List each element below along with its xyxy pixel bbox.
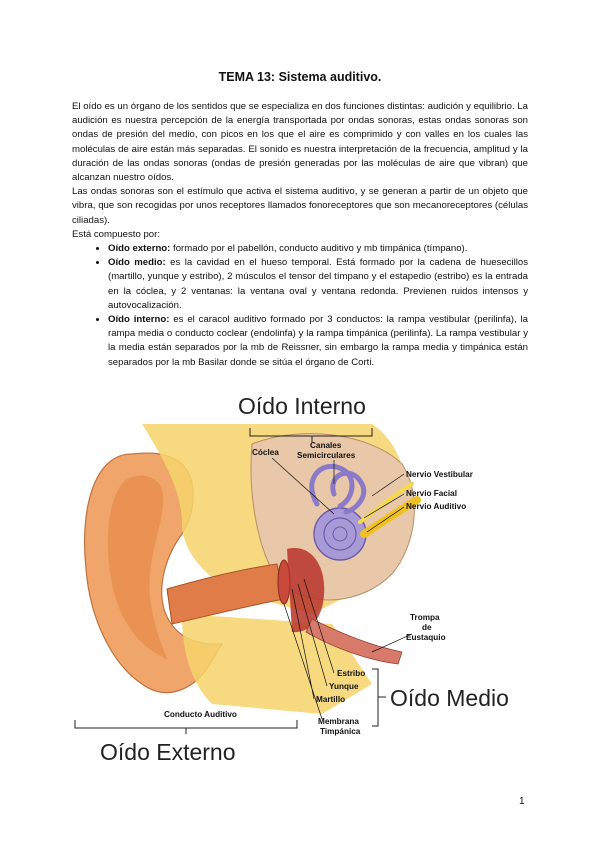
label-conducto-auditivo: Conducto Auditivo bbox=[164, 710, 237, 719]
list-item bbox=[108, 242, 528, 256]
list-text: formado por el pabellón, conducto auditivo y mb timpánica (tímpano). bbox=[170, 243, 468, 255]
label-yunque: Yunque bbox=[329, 682, 359, 691]
list-term: Oído externo: bbox=[108, 243, 171, 255]
paragraph-waves: Las ondas sonoras son el estímulo que activa el sistema auditivo, y se generan a partir de un objeto que vibra, que son recogidas por unos receptores llamados fonoreceptores que son mecanoreceptores (células ciliadas). bbox=[72, 186, 528, 226]
label-nervio-facial: Nervio Facial bbox=[406, 489, 457, 498]
page-title: TEMA 13: Sistema auditivo. bbox=[218, 70, 382, 84]
label-trompa-2: de bbox=[422, 623, 432, 632]
list-text: es el caracol auditivo formado por 3 conductos: la rampa vestibular (perilinfa), la rampa media o conducto coclear (endolinfa) y la rampa timpánica (perilinfa). La rampa vestibular y la media están separados por la mb de Reissner, sin embargo la rampa media y timpánica están separados por la mb Basilar donde se sitúa el órgano de Corti. bbox=[108, 314, 528, 368]
label-estribo: Estribo bbox=[337, 669, 366, 678]
label-trompa-1: Trompa bbox=[410, 613, 440, 622]
label-oido-externo: Oído Externo bbox=[100, 739, 236, 765]
label-membrana-1: Membrana bbox=[318, 717, 359, 726]
label-canales-2: Semicirculares bbox=[297, 451, 356, 460]
ear-anatomy-figure bbox=[72, 384, 532, 776]
ear-parts-list bbox=[72, 242, 528, 370]
list-text: es la cavidad en el hueso temporal. Está formado por la cadena de huesecillos (martillo, yunque y estribo), 2 músculos el tensor del tímpano y el estapedio (estribo) es la entrada en la cóclea, y 2 ventanas: la ventana oval y ventana redonda. Previenen ruidos intensos y autovocalización. bbox=[108, 257, 528, 311]
label-oido-interno: Oído Interno bbox=[238, 393, 366, 419]
page-number: 1 bbox=[519, 796, 525, 807]
document-body bbox=[72, 100, 528, 370]
label-nervio-vestibular: Nervio Vestibular bbox=[406, 470, 473, 479]
list-term: Oído medio: bbox=[108, 257, 166, 269]
list-item bbox=[108, 313, 528, 370]
label-membrana-2: Timpánica bbox=[320, 727, 361, 736]
paragraph-intro: El oído es un órgano de los sentidos que se especializa en dos funciones distintas: audición y equilibrio. La audición es nuestra percepción de la energía transportada por ondas sonoras, estas ondas sonoras son ondas de presión del medio, con picos en los que el aire es comprimido y con valles en los cuales las moléculas de aire están más separadas. El sonido es nuestra interpretación de la frecuencia, amplitud y la duración de las ondas sonoras (ondas de presión generadas por las moléculas de aire que vibran) que alcanzan nuestro oídos. bbox=[72, 101, 528, 184]
label-martillo: Martillo bbox=[316, 695, 346, 704]
label-nervio-auditivo: Nervio Auditivo bbox=[406, 502, 467, 511]
list-item bbox=[108, 256, 528, 313]
label-oido-medio: Oído Medio bbox=[390, 685, 509, 711]
paragraph-composition: Está compuesto por: bbox=[72, 228, 160, 240]
bracket-externo bbox=[75, 720, 297, 734]
cochlea bbox=[314, 508, 366, 560]
label-trompa-3: Eustaquio bbox=[406, 633, 446, 642]
label-canales-1: Canales bbox=[310, 441, 342, 450]
label-coclea: Cóclea bbox=[252, 448, 279, 457]
ear-illustration bbox=[72, 384, 532, 776]
list-term: Oído interno: bbox=[108, 314, 170, 326]
bracket-medio bbox=[372, 669, 386, 726]
